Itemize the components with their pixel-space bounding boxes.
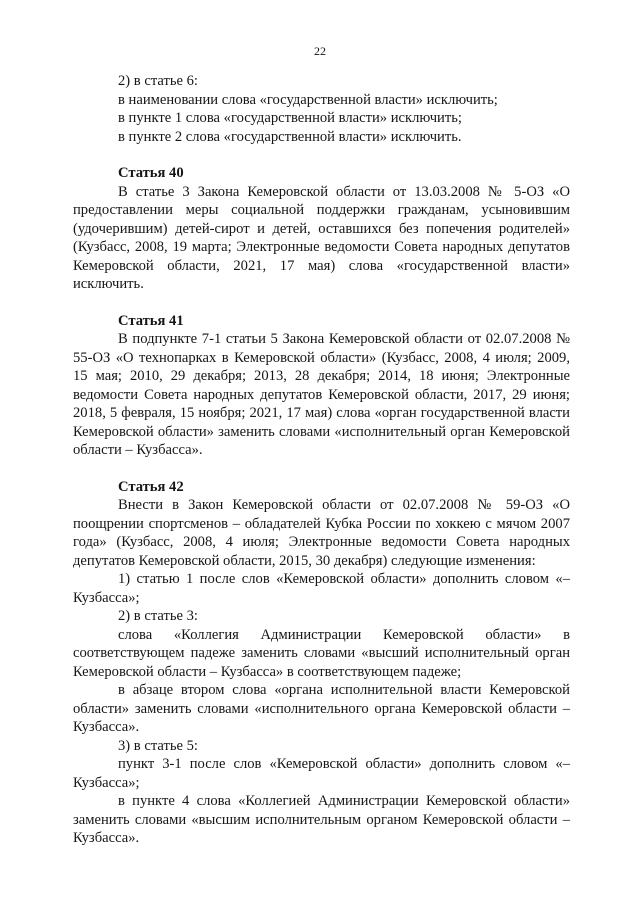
amendment-paragraph: в пункте 4 слова «Коллегией Администрации Кемеровской области» заменить словами «высшим исполнительным органом Кемеровской области – Кузбасса».	[73, 793, 570, 846]
article-text: В подпункте 7-1 статьи 5 Закона Кемеровской области от 02.07.2008 № 55-ОЗ «О технопарках в Кемеровской области» (Кузбасс, 2008, 4 июля; 2009, 15 мая; 2010, 29 декабря; 2013, 28 декабря; 2014, 18 июня; Электронные ведомости Совета народных депутатов Кемеровской области, 2017, 29 июня; 2018, 5 февраля, 15 ноября; 2021, 17 мая) слова «орган государственной власти Кемеровской области» заменить словами «исполнительный орган Кемеровской области – Кузбасса».	[73, 331, 570, 458]
spacer	[73, 460, 570, 478]
article-heading: Статья 40	[118, 165, 184, 181]
amendment-item: 3) в статье 5:	[118, 737, 198, 754]
spacer	[73, 146, 570, 164]
page-number: 22	[314, 44, 326, 58]
document-body	[73, 72, 570, 848]
amendment-paragraph: в абзаце втором слова «органа исполнительной власти Кемеровской области» заменить словами «исполнительного органа Кемеровской области – Кузбасса».	[73, 682, 570, 735]
article-text: В статье 3 Закона Кемеровской области от 13.03.2008 № 5-ОЗ «О предоставлении меры социальной поддержки гражданам, усыновившим (удочерившим) детей-сирот и детей, оставшихся без попечения родителей» (Кузбасс, 2008, 19 марта; Электронные ведомости Совета народных депутатов Кемеровской области, 2021, 17 мая) слова «государственной власти» исключить.	[73, 183, 570, 292]
amendment-paragraph: пункт 3-1 после слов «Кемеровской области» дополнить словом «– Кузбасса»;	[73, 756, 570, 791]
spacer	[73, 294, 570, 312]
amendment-item: 2) в статье 3:	[118, 608, 198, 624]
amendment-paragraph: слова «Коллегия Администрации Кемеровской области» в соответствующем падеже заменить словами «высший исполнительный орган Кемеровской области – Кузбасса» в соответствующем падеже;	[73, 626, 570, 680]
amendment-line: в наименовании слова «государственной власти» исключить;	[118, 91, 498, 108]
amendment-line: в пункте 1 слова «государственной власти» исключить;	[118, 110, 462, 126]
amendment-item: 2) в статье 6:	[118, 73, 198, 89]
article-intro: Внести в Закон Кемеровской области от 02.07.2008 № 59-ОЗ «О поощрении спортсменов – обладателей Кубка России по хоккею с мячом 2007 года» (Кузбасс, 2008, 4 июля; Электронные ведомости Совета народных депутатов Кемеровской области, 2015, 30 декабря) следующие изменения:	[73, 497, 570, 569]
amendment-item: 1) статью 1 после слов «Кемеровской области» дополнить словом «– Кузбасса»;	[73, 571, 570, 606]
article-heading: Статья 42	[118, 478, 184, 495]
amendment-line: в пункте 2 слова «государственной власти» исключить.	[118, 128, 462, 145]
article-heading: Статья 41	[118, 312, 184, 329]
